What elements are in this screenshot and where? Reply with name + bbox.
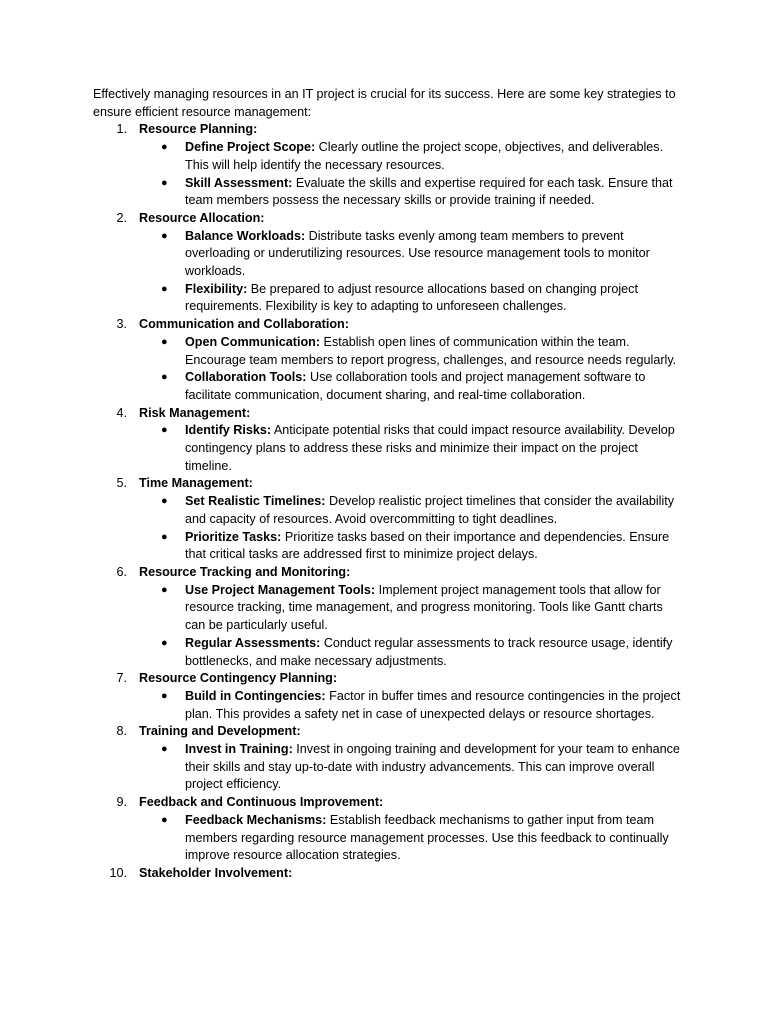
bullet-item [139, 529, 683, 564]
list-number: 3. [116, 317, 127, 332]
bullet-item [139, 582, 683, 635]
bullet-term: Use Project Management Tools: [185, 582, 376, 597]
strategy-item [93, 475, 683, 564]
bullet-term: Skill Assessment: [185, 175, 293, 190]
bullet-term: Define Project Scope: [185, 140, 316, 155]
bullet-text: Factor in buffer times and resource contingencies in the project plan. This provides a safety net in case of unexpected delays or resource shortages. [185, 688, 681, 721]
bullet-term: Open Communication: [185, 334, 321, 349]
strategy-item [93, 670, 683, 723]
list-number: 4. [116, 405, 127, 420]
bullet-text: Implement project management tools that allow for resource tracking, time management, and progress monitoring. Tools like Gantt charts can be particularly useful. [185, 582, 663, 633]
bullet-text: Conduct regular assessments to track resource usage, identify bottlenecks, and make necessary adjustments. [185, 635, 673, 668]
bullet-dot-icon: ● [161, 282, 168, 295]
document-page [93, 86, 683, 883]
strategy-item [93, 316, 683, 405]
bullet-item [139, 741, 683, 794]
bullet-list [139, 228, 683, 317]
bullet-item [139, 688, 683, 723]
bullet-term: Identify Risks: [185, 423, 272, 438]
bullet-dot-icon: ● [161, 176, 168, 189]
list-number: 1. [116, 122, 127, 137]
list-number: 7. [116, 671, 127, 686]
bullet-dot-icon: ● [161, 495, 168, 508]
strategy-heading: Resource Allocation: [139, 210, 265, 225]
bullet-dot-icon: ● [161, 583, 168, 596]
list-number: 2. [116, 210, 127, 225]
strategy-item [93, 794, 683, 865]
strategy-heading: Resource Planning: [139, 122, 258, 137]
list-number: 9. [116, 795, 127, 810]
bullet-term: Build in Contingencies: [185, 688, 326, 703]
bullet-dot-icon: ● [161, 371, 168, 384]
bullet-dot-icon: ● [161, 743, 168, 756]
bullet-term: Invest in Training: [185, 742, 293, 757]
bullet-text: Establish open lines of communication within the team. Encourage team members to report progress, challenges, and resource needs regularly. [185, 334, 677, 367]
strategy-heading: Training and Development: [139, 724, 301, 739]
bullet-term: Regular Assessments: [185, 635, 321, 650]
bullet-term: Balance Workloads: [185, 228, 306, 243]
bullet-text: Develop realistic project timelines that consider the availability and capacity of resources. Avoid overcommitting to tight deadlines. [185, 494, 675, 526]
bullet-item [139, 493, 683, 528]
bullet-term: Feedback Mechanisms: [185, 812, 327, 827]
bullet-term: Prioritize Tasks: [185, 529, 282, 544]
bullet-term: Collaboration Tools: [185, 370, 307, 385]
bullet-text: Anticipate potential risks that could impact resource availability. Develop contingency plans to address these risks and minimize their impact on the project timeline. [185, 423, 675, 473]
list-number: 8. [116, 724, 127, 739]
bullet-item [139, 635, 683, 670]
bullet-list [139, 812, 683, 865]
bullet-list [139, 741, 683, 794]
bullet-text: Be prepared to adjust resource allocations based on changing project requirements. Flexibility is key to adapting to unforeseen challenges. [185, 281, 638, 314]
strategy-item [93, 723, 683, 794]
strategy-heading: Communication and Collaboration: [139, 317, 349, 332]
intro-paragraph: Effectively managing resources in an IT project is crucial for its success. Here are some key strategies to ensure efficient resource management: [93, 87, 676, 119]
bullet-item [139, 281, 683, 316]
bullet-dot-icon: ● [161, 689, 168, 702]
bullet-dot-icon: ● [161, 229, 168, 242]
bullet-text: Prioritize tasks based on their importance and dependencies. Ensure that critical tasks are addressed first to minimize project delays. [185, 529, 670, 562]
bullet-item [139, 369, 683, 404]
bullet-item [139, 334, 683, 369]
bullet-dot-icon: ● [161, 424, 168, 437]
strategy-item [93, 210, 683, 316]
bullet-text: Distribute tasks evenly among team members to prevent overloading or underutilizing resources. Use resource management tools to monitor workloads. [185, 228, 650, 279]
bullet-list [139, 334, 683, 405]
bullet-item [139, 228, 683, 281]
strategy-heading: Stakeholder Involvement: [139, 865, 293, 880]
bullet-term: Flexibility: [185, 281, 248, 296]
strategy-item [93, 121, 683, 210]
strategy-heading: Time Management: [139, 476, 253, 491]
bullet-item [139, 175, 683, 210]
strategy-heading: Risk Management: [139, 405, 251, 420]
bullet-dot-icon: ● [161, 636, 168, 649]
bullet-text: Evaluate the skills and expertise required for each task. Ensure that team members possess the necessary skills or provide training if needed. [185, 175, 673, 208]
bullet-text: Invest in ongoing training and development for your team to enhance their skills and stay up-to-date with industry advancements. This can improve overall project efficiency. [185, 742, 680, 792]
bullet-list [139, 139, 683, 210]
bullet-text: Clearly outline the project scope, objectives, and deliverables. This will help identify the necessary resources. [185, 140, 664, 172]
bullet-list [139, 582, 683, 671]
strategy-item [93, 405, 683, 476]
list-number: 5. [116, 476, 127, 491]
list-number: 6. [116, 564, 127, 579]
bullet-list [139, 422, 683, 475]
bullet-item [139, 139, 683, 174]
strategy-item [93, 865, 683, 883]
strategy-item [93, 564, 683, 670]
bullet-term: Set Realistic Timelines: [185, 494, 326, 509]
bullet-list [139, 688, 683, 723]
bullet-text: Use collaboration tools and project management software to facilitate communication, document sharing, and real-time collaboration. [185, 370, 646, 402]
bullet-item [139, 422, 683, 475]
bullet-dot-icon: ● [161, 530, 168, 543]
bullet-item [139, 812, 683, 865]
strategy-heading: Feedback and Continuous Improvement: [139, 795, 384, 810]
strategy-heading: Resource Tracking and Monitoring: [139, 564, 351, 579]
bullet-dot-icon: ● [161, 335, 168, 348]
bullet-list [139, 493, 683, 564]
list-number: 10. [109, 865, 127, 880]
bullet-dot-icon: ● [161, 141, 168, 154]
strategy-list [93, 121, 683, 882]
bullet-text: Establish feedback mechanisms to gather input from team members regarding resource management processes. Use this feedback to continually improve resource allocation strategies. [185, 812, 669, 863]
bullet-dot-icon: ● [161, 813, 168, 826]
strategy-heading: Resource Contingency Planning: [139, 671, 338, 686]
